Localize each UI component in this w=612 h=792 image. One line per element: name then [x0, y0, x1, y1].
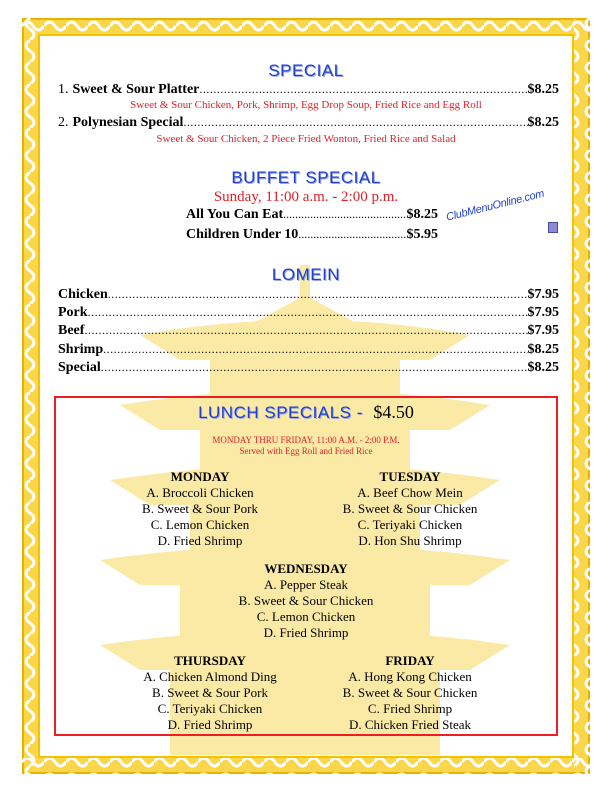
lomein-item-pork: [58, 305, 559, 323]
menu-option: C. Teriyaki Chicken: [357, 517, 463, 532]
lomein-item-shrimp: [58, 342, 559, 360]
menu-option: A. Hong Kong Chicken: [348, 669, 472, 684]
menu-option: A. Chicken Almond Ding: [143, 669, 277, 684]
day-heading: WEDNESDAY: [264, 561, 348, 576]
item-price: $8.25: [527, 342, 559, 357]
item-price: $7.95: [527, 287, 559, 302]
day-friday: [290, 653, 530, 733]
item-number: 1.: [58, 82, 69, 97]
day-heading: FRIDAY: [385, 653, 435, 668]
item-price: $7.95: [527, 323, 559, 338]
special-item-2-desc: Sweet & Sour Chicken, 2 Piece Fried Wonton, Fried Rice and Salad: [156, 133, 456, 145]
menu-option: A. Beef Chow Mein: [357, 485, 463, 500]
leader-dots: [199, 82, 527, 97]
lunch-title: LUNCH SPECIALS -: [198, 403, 363, 422]
menu-option: A. Broccoli Chicken: [146, 485, 254, 500]
menu-option: B. Sweet & Sour Chicken: [342, 685, 478, 700]
special-item-1-desc: Sweet & Sour Chicken, Pork, Shrimp, Egg Drop Soup, Fried Rice and Egg Roll: [130, 99, 482, 111]
buffet-hours: Sunday, 11:00 a.m. - 2:00 p.m.: [213, 189, 399, 205]
leader-dots: [298, 227, 406, 242]
menu-option: C. Lemon Chicken: [150, 517, 250, 532]
menu-option: D. Fried Shrimp: [157, 533, 243, 548]
day-monday: [80, 469, 320, 549]
menu-option: B. Sweet & Sour Pork: [152, 685, 268, 700]
lomein-item-beef: [58, 323, 559, 341]
leader-dots: [84, 323, 527, 338]
watermark-icon: [548, 222, 558, 233]
lunch-served-with: Served with Egg Roll and Fried Rice: [239, 446, 373, 456]
lomein-item-special: [58, 360, 559, 378]
item-name: Shrimp: [58, 342, 104, 357]
item-name: Pork: [58, 305, 88, 320]
lomein-heading: LOMEIN: [271, 265, 341, 284]
day-wednesday: [186, 561, 426, 641]
menu-option: D. Chicken Fried Steak: [348, 717, 472, 732]
lomein-item-chicken: [58, 287, 559, 305]
leader-dots: [101, 360, 528, 375]
menu-option: C. Lemon Chicken: [256, 609, 356, 624]
leader-dots: [283, 207, 406, 222]
day-heading: TUESDAY: [379, 469, 441, 484]
item-price: $8.25: [527, 82, 559, 97]
day-tuesday: [290, 469, 530, 549]
item-name: Chicken: [58, 287, 108, 302]
item-name: All You Can Eat: [186, 207, 284, 222]
lunch-hours: MONDAY THRU FRIDAY, 11:00 A.M. - 2:00 P.M.: [212, 435, 400, 445]
item-name: Polynesian Special: [72, 115, 184, 130]
menu-option: B. Sweet & Sour Pork: [142, 501, 258, 516]
lunch-price: $4.50: [373, 402, 414, 422]
leader-dots: [108, 287, 528, 302]
item-name: Sweet & Sour Platter: [72, 82, 200, 97]
item-name: Beef: [58, 323, 85, 338]
leader-dots: [88, 305, 528, 320]
item-name: Special: [58, 360, 101, 375]
menu-option: C. Fried Shrimp: [367, 701, 453, 716]
menu-option: B. Sweet & Sour Chicken: [342, 501, 478, 516]
menu-option: A. Pepper Steak: [263, 577, 349, 592]
menu-option: B. Sweet & Sour Chicken: [238, 593, 374, 608]
item-name: Children Under 10: [186, 227, 299, 242]
item-price: $5.95: [406, 227, 438, 242]
day-heading: THURSDAY: [174, 653, 246, 668]
menu-option: D. Hon Shu Shrimp: [358, 533, 462, 548]
item-price: $8.25: [406, 207, 438, 222]
buffet-item-1: [186, 207, 438, 225]
lunch-heading: [0, 402, 612, 423]
special-item-2: [58, 115, 559, 133]
day-heading: MONDAY: [170, 469, 230, 484]
item-number: 2.: [58, 115, 69, 130]
special-heading: SPECIAL: [268, 61, 344, 80]
buffet-item-2: [186, 227, 438, 245]
special-item-1: [58, 82, 559, 100]
menu-option: D. Fried Shrimp: [263, 625, 349, 640]
menu-option: C. Teriyaki Chicken: [157, 701, 263, 716]
leader-dots: [103, 342, 527, 357]
item-price: $8.25: [527, 360, 559, 375]
menu-option: D. Fried Shrimp: [167, 717, 253, 732]
item-price: $8.25: [527, 115, 559, 130]
item-price: $7.95: [527, 305, 559, 320]
leader-dots: [183, 115, 527, 130]
buffet-heading: BUFFET SPECIAL: [231, 168, 381, 187]
watermark-logo: ClubMenuOnline.com: [445, 187, 546, 224]
